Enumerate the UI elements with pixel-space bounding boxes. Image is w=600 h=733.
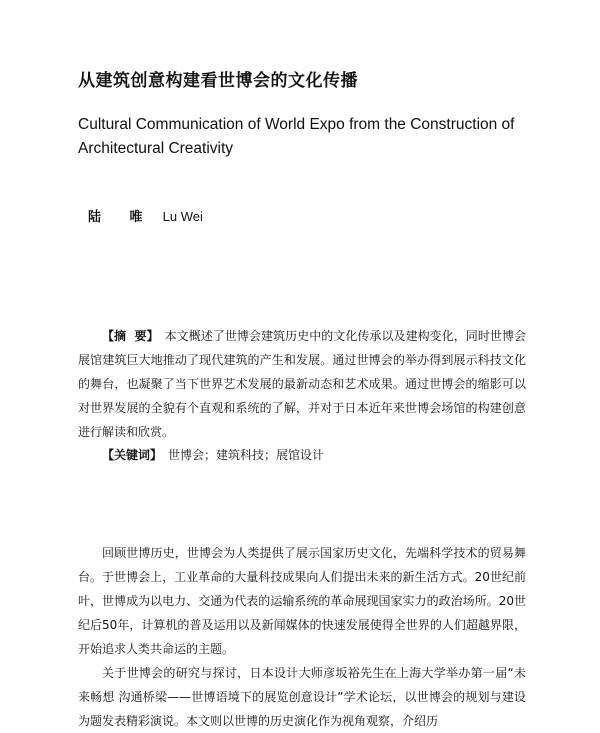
abstract-text: 本文概述了世博会建筑历史中的文化传承以及建构变化，同时世博会展馆建筑巨大地推动了现代建筑的产生和发展。通过世博会的举办得到展示科技文化的舞台，也凝聚了当下世界艺术发展的最新动态和艺术成果。通过世博会的缩影可以对世界发展的全貌有个直观和系统的了解，并对于日本近年来世博会场馆的构建创意进行解读和欣赏。 bbox=[78, 329, 526, 439]
author-name-cn: 陆 唯 bbox=[88, 210, 155, 225]
abstract-label: 【摘 要】 bbox=[102, 329, 159, 343]
keywords-label: 【关键词】 bbox=[102, 448, 163, 462]
body-text bbox=[78, 541, 526, 733]
english-title: Cultural Communication of World Expo from the Construction of Architectural Creativity bbox=[78, 116, 515, 157]
body-paragraph-1: 回顾世博历史，世博会为人类提供了展示国家历史文化，先端科学技术的贸易舞台。于世博会上，工业革命的大量科技成果向人们提出未来的新生活方式。20世纪前叶，世博成为以电力、交通为代表的运输系统的革命展现国家实力的政治场所。20世纪后50年，计算机的普及运用以及新闻媒体的快速发展使得全世界的人们超越界限，开始追求人类共命运的主题。 bbox=[78, 546, 526, 656]
author-name-en: Lu Wei bbox=[162, 209, 203, 224]
body-paragraph-2: 关于世博会的研究与探讨，日本设计大师彦坂裕先生在上海大学举办第一届“未来畅想 沟通桥梁——世博语境下的展览创意设计”学术论坛，以世博会的规划与建设为题发表精彩演说。本文则以世博的历史演化作为视角观察，介绍历 bbox=[78, 666, 526, 728]
keywords-text: 世博会；建筑科技；展馆设计 bbox=[168, 448, 325, 462]
keywords-block bbox=[78, 443, 526, 467]
chinese-title: 从建筑创意构建看世博会的文化传播 bbox=[78, 71, 358, 91]
abstract-block bbox=[78, 324, 526, 444]
author-line bbox=[88, 206, 203, 225]
